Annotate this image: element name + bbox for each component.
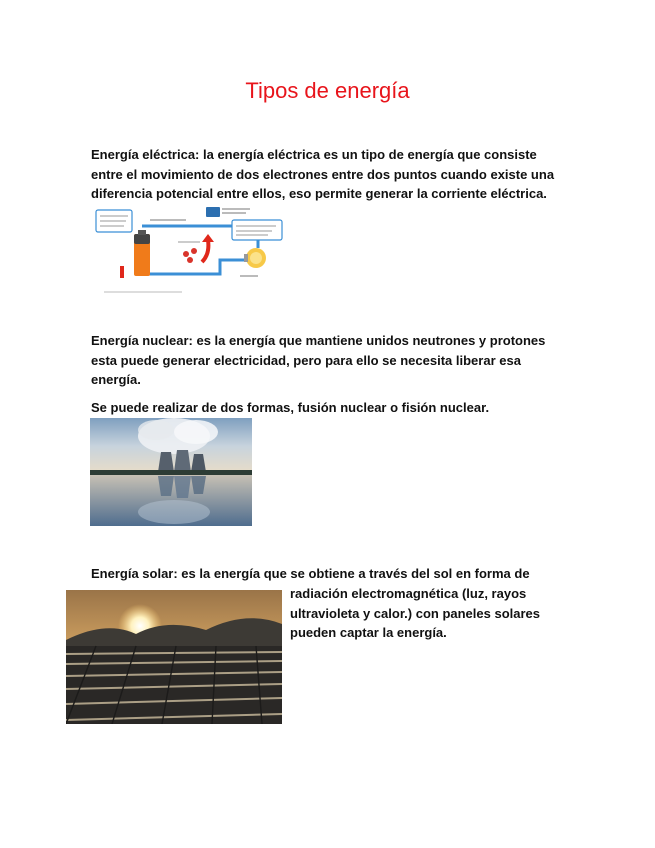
text-line: esta puede generar electricidad, pero para ello se necesita liberar esa bbox=[91, 352, 521, 368]
electric-energy-paragraph bbox=[91, 145, 561, 204]
solar-energy-paragraph-continued bbox=[290, 584, 550, 643]
nuclear-methods-paragraph: Se puede realizar de dos formas, fusión nuclear o fisión nuclear. bbox=[91, 400, 490, 415]
text-line: energía. bbox=[91, 372, 141, 387]
text-line: Energía eléctrica: la energía eléctrica es un tipo de energía que consiste bbox=[91, 147, 537, 162]
text-line: Energía nuclear: es la energía que mantiene unidos neutrones y protones bbox=[91, 333, 546, 348]
text-line: pueden captar la energía. bbox=[290, 625, 447, 640]
text-line: diferencia potencial entre ellos, eso permite generar la corriente eléctrica. bbox=[91, 186, 547, 201]
text-line: radiación electromagnética (luz, rayos bbox=[290, 586, 527, 601]
solar-panels-photo bbox=[66, 590, 282, 724]
nuclear-plant-photo bbox=[90, 418, 252, 526]
page-title: Tipos de energía bbox=[245, 78, 410, 103]
nuclear-energy-paragraph bbox=[91, 331, 561, 390]
text-line: entre el movimiento de dos electrones entre dos puntos cuando existe una bbox=[91, 166, 555, 182]
solar-energy-paragraph: Energía solar: es la energía que se obtiene a través del sol en forma de bbox=[91, 566, 530, 581]
text-line: ultravioleta y calor.) con paneles solares bbox=[290, 605, 540, 621]
electric-circuit-diagram bbox=[90, 204, 286, 298]
